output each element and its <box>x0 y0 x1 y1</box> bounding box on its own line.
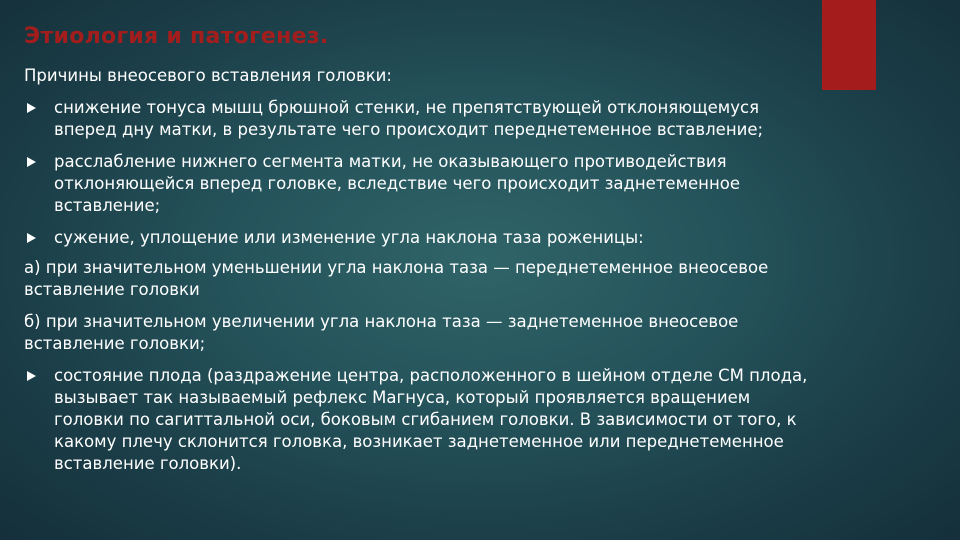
slide-content <box>24 65 814 475</box>
slide-title: Этиология и патогенез. <box>24 24 329 49</box>
bullet-item <box>24 151 814 217</box>
accent-bar <box>822 0 876 90</box>
bullet-item <box>24 97 814 141</box>
intro-text: Причины внеосевого вставления головки: <box>24 66 392 85</box>
triangle-right-icon <box>27 371 36 381</box>
sub-item: а) при значительном уменьшении угла наклона таза — переднетеменное внеосевое вставление головки <box>24 258 769 299</box>
triangle-right-icon <box>27 103 36 113</box>
bullet-item <box>24 227 814 249</box>
bullet-item <box>24 365 814 475</box>
sub-item: б) при значительном увеличении угла наклона таза — заднетеменное внеосевое вставление головки; <box>24 312 739 353</box>
triangle-right-icon <box>27 233 36 243</box>
bullet-text: расслабление нижнего сегмента матки, не оказывающего противодействия отклоняющейся вперед головке, вследствие чего происходит заднетеменное вставление; <box>54 152 741 215</box>
bullet-text: сужение, уплощение или изменение угла наклона таза роженицы: <box>54 228 644 247</box>
bullet-text: состояние плода (раздражение центра, расположенного в шейном отделе СМ плода, вызывает так называемый рефлекс Магнуса, который проявляется вращением головки по сагиттальной оси, боковым сгибанием головки. В зависимости от того, к какому плечу склонится головка, возникает заднетеменное или переднетеменное вставление головки). <box>54 366 808 473</box>
triangle-right-icon <box>27 157 36 167</box>
bullet-text: снижение тонуса мышц брюшной стенки, не препятствующей отклоняющемуся вперед дну матки, в результате чего происходит переднетеменное вставление; <box>54 98 764 139</box>
